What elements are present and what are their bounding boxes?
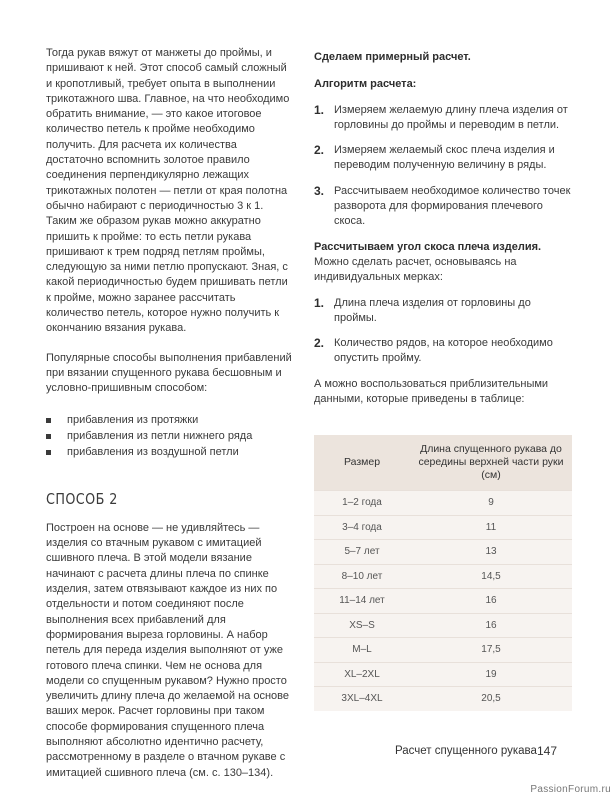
right-column [314,50,572,711]
paragraph-method-2: Построен на основе — не удивляйтесь — изделия со втачным рукавом с имитацией сшивного плеча. В этой модели вязание начинают с расчета длины плеча по спинке изделия, затем отвязывают каждое из них по отдельности и потом соединяют после выполнения всех прибавлений для формирования выреза горловины. А набор петель для переда изделия выполняют от уже готового плеча спинки. Чем не основа для модели со спущенным рукавом? Нужно просто увеличить длину плеча до желаемой на основе ваших мерок. Расчет горловины при таком способе формирования спущенного плеча выполняют абсолютно идентично расчету, рассмотренному в разделе о втачном рукаве с имитацией сшивного плеча (см. с. 130–134). [46,521,290,779]
bullet-icon [46,418,51,423]
table-cell-size: XL–2XL [314,662,410,687]
table-cell-size: 1–2 года [314,491,410,516]
table-row [314,491,572,516]
table-header-row [314,435,572,491]
table-cell-length: 20,5 [410,687,572,711]
list-item: прибавления из петли нижнего ряда [46,428,294,444]
list-item: 2. Измеряем желаемый скос плеча изделия и переводим полученную величину в ряды. [314,143,555,172]
table-cell-length: 17,5 [410,638,572,663]
algorithm-steps [314,103,572,230]
list-item: 2. Количество рядов, на которое необходимо опустить пройму. [314,336,553,365]
table-row [314,638,572,663]
table-row [314,687,572,711]
calc-heading: Сделаем примерный расчет. [314,51,471,63]
column-header-length: Длина спущенного рукава до середины верхней части руки (см) [410,435,572,491]
paragraph-increases-intro: Популярные способы выполнения прибавлений при вязании спущенного рукава бесшовным и условно-пришивным способом: [46,351,292,395]
algorithm-heading: Алгоритм расчета: [314,78,417,91]
table-cell-size: 11–14 лет [314,589,410,614]
table-row [314,564,572,589]
table-row [314,540,572,565]
paragraph-table-intro: А можно воспользоваться приблизительными данными, которые приведены в таблице: [314,377,549,406]
increase-methods-list [46,412,294,460]
table-cell-size: 3XL–4XL [314,687,410,711]
size-table [314,435,572,711]
table-row [314,662,572,687]
paragraph-sleeve-sewing: Тогда рукав вяжут от манжеты до проймы, и пришивают к ней. Этот способ самый сложный и кропотливый, требует опыта в выполнении трикотажного шва. Главное, на что необходимо обратить внимание, — это какое итоговое количество петель к пройме необходимо получить. Для расчета их количества достаточно вспомнить золотое правило соединения перпендикулярно лежащих трикотажных полотен — петли от края полотна обычно набирают с периодичностью 3 к 1. Таким же образом рукав можно аккуратно пришить к пройме: то есть петли рукава пришивают к трем подряд петлям проймы, следующую за ними петлю пропускают. Зная, с какой периодичностью будем пришивать петли к пройме, можно заранее рассчитать количество петель, которое нужно получить к окончанию вязания рукава. [46,47,290,335]
table-cell-length: 13 [410,540,572,565]
size-table-wrapper [314,435,572,711]
table-cell-length: 16 [410,613,572,638]
list-item: 1. Длина плеча изделия от горловины до проймы. [314,295,531,324]
left-column [46,46,294,781]
table-cell-length: 11 [410,515,572,540]
list-item: прибавления из протяжки [46,412,294,428]
list-item: 1. Измеряем желаемую длину плеча изделия от горловины до проймы и переводим в петли. [314,102,568,131]
measurement-steps [314,296,572,367]
table-row [314,613,572,638]
table-cell-size: M–L [314,638,410,663]
bullet-icon [46,434,51,439]
table-cell-length: 14,5 [410,564,572,589]
running-footer-title: Расчет спущенного рукава [395,745,537,757]
bullet-icon [46,450,51,455]
table-cell-length: 16 [410,589,572,614]
table-cell-size: 3–4 года [314,515,410,540]
column-header-size: Размер [314,435,410,491]
table-row [314,515,572,540]
table-row [314,589,572,614]
table-cell-size: 8–10 лет [314,564,410,589]
table-cell-size: XS–S [314,613,410,638]
table-cell-length: 19 [410,662,572,687]
list-item: прибавления из воздушной петли [46,444,294,460]
paragraph-shoulder-angle: Рассчитываем угол скоса плеча изделия. Можно сделать расчет, основываясь на индивидуальных мерках: [314,240,542,284]
watermark: PassionForum.ru [530,784,611,795]
page-number: 147 [537,744,558,758]
table-cell-size: 5–7 лет [314,540,410,565]
table-cell-length: 9 [410,491,572,516]
list-item: 3. Рассчитываем необходимое количество точек разворота для формирования плечевого скоса. [314,183,571,228]
section-heading: СПОСОБ 2 [46,489,118,508]
